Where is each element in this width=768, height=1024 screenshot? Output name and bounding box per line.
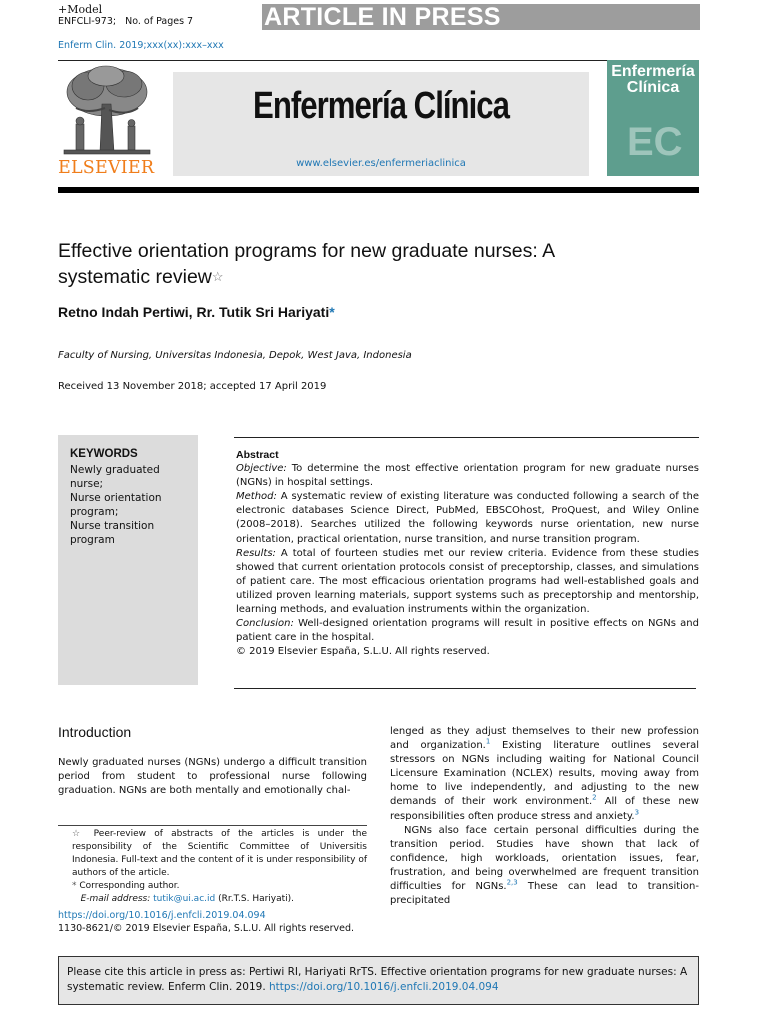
- publisher-wordmark: ELSEVIER: [58, 158, 155, 178]
- citation-doi-link[interactable]: https://doi.org/10.1016/j.enfcli.2019.04.094: [269, 981, 499, 993]
- abstract-heading: Abstract: [236, 449, 279, 461]
- footnote-mark: *: [72, 881, 77, 891]
- abstract-conclusion: [236, 617, 699, 645]
- email-owner: (Rr.T.S. Hariyati).: [218, 894, 295, 904]
- objective-label: Objective:: [236, 463, 287, 475]
- method-label: Method:: [236, 491, 277, 503]
- title-footnote-mark[interactable]: ☆: [211, 269, 224, 284]
- keywords-panel: [58, 435, 198, 685]
- conclusion-label: Conclusion:: [236, 618, 294, 630]
- results-text: A total of fourteen studies met our review criteria. Evidence from these studies showed that current orientation protocols consist of preceptorship, classes, and simulations of patient care. The most efficacious orientation programs had well-established goals and utilized proven learning materials, support systems such as preceptorship and mentorship, learning methods, and evaluation instruments within the organization.: [236, 547, 699, 616]
- abstract-top-rule: [234, 437, 699, 438]
- paragraph-text: NGNs also face certain personal difficulties during the transition period. Studies have shown that lack of confidence, high workloads, orientation issues, fear, frustration, and being overwhelmed are frequent transition difficulties for NGNs.: [390, 824, 699, 893]
- model-label: +Model: [58, 3, 103, 16]
- article-code: [58, 16, 193, 28]
- footnote-rule: [58, 825, 367, 826]
- email-link[interactable]: tutik@ui.ac.id: [153, 894, 216, 904]
- article-title-text: Effective orientation programs for new graduate nurses: A systematic review: [58, 240, 555, 288]
- email-label: E-mail address:: [80, 894, 151, 904]
- cover-title-line-1: Enfermería: [611, 63, 695, 80]
- header-bottom-rule: [58, 187, 699, 193]
- conclusion-text: Well-designed orientation programs will result in positive effects on NGNs and patient care in the hospital.: [236, 618, 699, 644]
- body-paragraph: [390, 824, 699, 909]
- author-list: [58, 304, 335, 320]
- article-title: [58, 238, 578, 290]
- paragraph-text: All of these new responsibilities often produce stress and anxiety.: [390, 796, 699, 822]
- reference-link[interactable]: 1: [485, 737, 491, 746]
- keyword-line: program;: [70, 506, 119, 518]
- journal-cover-image: [607, 60, 699, 176]
- issn-copyright: 1130-8621/© 2019 Elsevier España, S.L.U. All rights reserved.: [58, 923, 355, 934]
- objective-text: To determine the most effective orientation program for new graduate nurses (NGNs) in hospital settings.: [236, 463, 699, 489]
- reference-link[interactable]: 2,3: [506, 878, 518, 887]
- method-text: A systematic review of existing literature was conducted following a search of the electronic databases Science Direct, PubMed, EBSCOhost, ProQuest, and Wiley Online (2008–2018). Searches utilized the following keywords nurse orientation, new nurse orientation, practical orientation, nurse transition, and nurse transition program.: [236, 491, 699, 545]
- keyword-line: Nurse transition: [70, 520, 155, 532]
- abstract-method: [236, 490, 699, 546]
- abstract-copyright: © 2019 Elsevier España, S.L.U. All rights reserved.: [236, 646, 490, 658]
- abstract-bottom-rule: [234, 688, 696, 689]
- cover-monogram: EC: [627, 120, 683, 164]
- footnote-mark: ☆: [72, 829, 86, 839]
- keyword-line: Newly graduated: [70, 464, 160, 476]
- journal-url-link[interactable]: www.elsevier.es/enfermeriaclinica: [296, 158, 466, 169]
- abstract-section: [236, 448, 699, 659]
- keyword-line: Nurse orientation: [70, 492, 162, 504]
- author-names: Retno Indah Pertiwi, Rr. Tutik Sri Hariyati: [58, 304, 330, 320]
- page-count: No. of Pages 7: [125, 16, 194, 27]
- reference-link[interactable]: 3: [634, 808, 640, 817]
- citation-text: Please cite this article in press as: Pertiwi RI, Hariyati RrTS. Effective orientation programs for new graduate nurses: A systematic review. Enferm Clin. 2019.: [67, 966, 688, 993]
- footnote-corresponding: [58, 880, 367, 893]
- paragraph-text: lenged as they adjust themselves to their new profession and organization.: [390, 726, 699, 752]
- body-right-column: [390, 725, 699, 908]
- paragraph-text: These can lead to transition-precipitated: [390, 881, 699, 907]
- paragraph-text: Existing literature outlines several stressors on NGNs including waiting for National Council Licensure Examination (NCLEX) results, moving away from home to live independently, and adjusting to the new demands of their work environment.: [390, 740, 699, 808]
- journal-citation[interactable]: Enferm Clin. 2019;xxx(xx):xxx–xxx: [58, 40, 224, 51]
- footnote-text: Peer-review of abstracts of the articles is under the responsibility of the Scientific Committee of Universitis Indonesia. Full-text and the content of it is under responsibility of authors of the article.: [72, 829, 367, 878]
- footnote-text: Corresponding author.: [79, 881, 180, 891]
- results-label: Results:: [236, 547, 276, 559]
- footnote-peer-review: [58, 828, 367, 880]
- corresponding-author-mark[interactable]: *: [329, 304, 335, 320]
- keywords-heading: KEYWORDS: [70, 448, 138, 460]
- footnote-email: [58, 893, 367, 906]
- citation-box: [58, 956, 699, 1005]
- body-paragraph: [390, 725, 699, 824]
- article-code-text: ENFCLI-973;: [58, 16, 117, 27]
- reference-link[interactable]: 2: [592, 794, 597, 803]
- introduction-heading: Introduction: [58, 724, 132, 740]
- header-top-rule: [58, 60, 699, 61]
- journal-title: Enfermería Clínica: [253, 85, 509, 127]
- keyword-line: program: [70, 534, 115, 546]
- affiliation: Faculty of Nursing, Universitas Indonesia, Depok, West Java, Indonesia: [58, 350, 412, 361]
- doi-link[interactable]: https://doi.org/10.1016/j.enfcli.2019.04.094: [58, 910, 266, 921]
- abstract-objective: [236, 462, 699, 490]
- footnotes: [58, 828, 367, 906]
- body-left-column: Newly graduated nurses (NGNs) undergo a difficult transition period from student to professional nurse following graduation. NGNs are both mentally and emotionally chal-: [58, 757, 367, 797]
- article-in-press-banner: ARTICLE IN PRESS: [262, 4, 700, 30]
- keyword-line: nurse;: [70, 478, 104, 490]
- cover-title-line-2: Clínica: [626, 79, 680, 96]
- received-dates: Received 13 November 2018; accepted 17 April 2019: [58, 381, 327, 392]
- abstract-results: [236, 547, 699, 617]
